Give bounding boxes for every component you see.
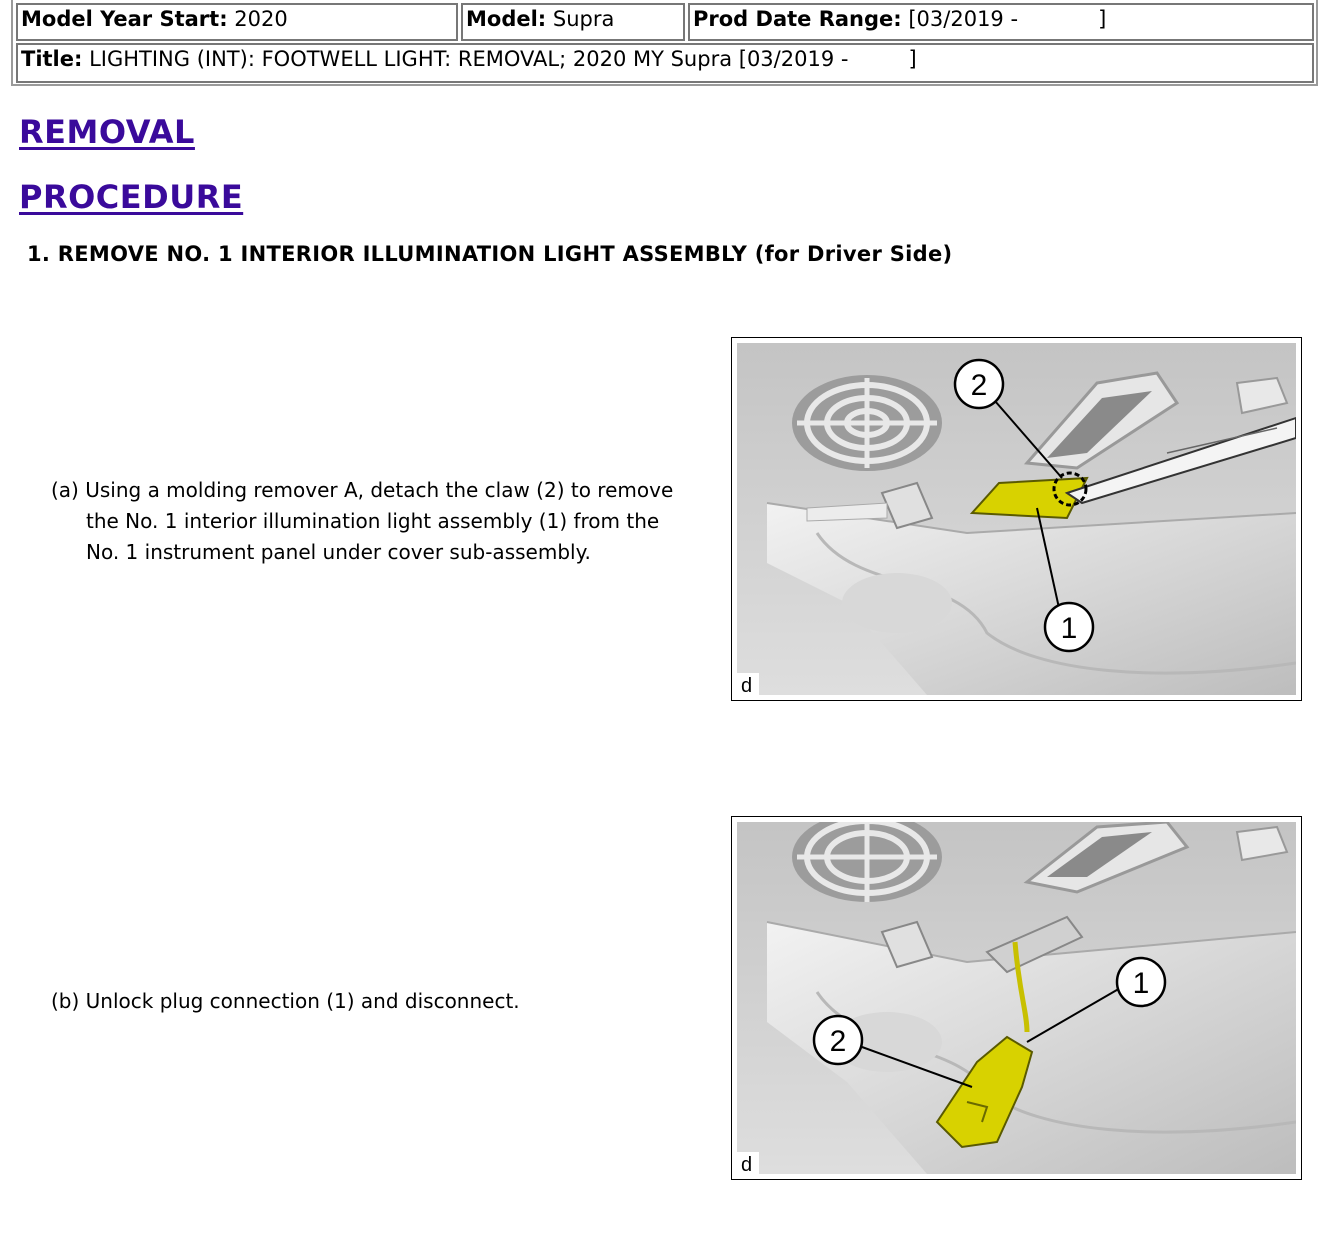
figure-1-callout-1: 1: [1060, 612, 1078, 645]
figure-2-illustration: [731, 816, 1302, 1180]
model-year-label: Model Year Start:: [21, 7, 228, 31]
figure-2-drawing: [737, 822, 1296, 1174]
step-a-text: [51, 475, 711, 568]
step-a-line-1: (a) Using a molding remover A, detach the claw (2) to remove: [51, 478, 674, 502]
title-value: LIGHTING (INT): FOOTWELL LIGHT: REMOVAL; 2020 MY Supra [03/2019 - ]: [82, 47, 917, 71]
figure-2-callout-1: 1: [1132, 967, 1150, 1000]
figure-1-drawing: [737, 343, 1296, 695]
figure-1-corner-letter: d: [741, 675, 753, 695]
model-value: Supra: [546, 7, 615, 31]
prod-date-label: Prod Date Range:: [693, 7, 902, 31]
step-a-line-2: the No. 1 interior illumination light assembly (1) from the: [86, 509, 660, 533]
removal-heading[interactable]: REMOVAL: [19, 113, 195, 151]
vent-grille: [792, 375, 942, 471]
title-cell: [16, 43, 1314, 83]
model-year-value: 2020: [227, 7, 288, 31]
figure-1-illustration: [731, 337, 1302, 701]
prod-date-value: [03/2019 - ]: [901, 7, 1107, 31]
step-1-title: 1. REMOVE NO. 1 INTERIOR ILLUMINATION LIGHT ASSEMBLY (for Driver Side): [27, 242, 953, 266]
step-b-line: (b) Unlock plug connection (1) and disconnect.: [51, 989, 520, 1013]
step-b-text: [51, 986, 711, 1017]
model-label: Model:: [466, 7, 547, 31]
figure-2-callout-2: 2: [829, 1025, 847, 1058]
procedure-heading[interactable]: PROCEDURE: [19, 178, 244, 216]
title-label: Title:: [21, 47, 83, 71]
step-a-line-3: No. 1 instrument panel under cover sub-assembly.: [86, 540, 591, 564]
prod-date-cell: [688, 3, 1314, 41]
model-cell: [461, 3, 685, 41]
model-year-cell: [16, 3, 458, 41]
figure-1-callout-2: 2: [970, 369, 988, 402]
figure-2-corner-letter: d: [741, 1154, 753, 1174]
